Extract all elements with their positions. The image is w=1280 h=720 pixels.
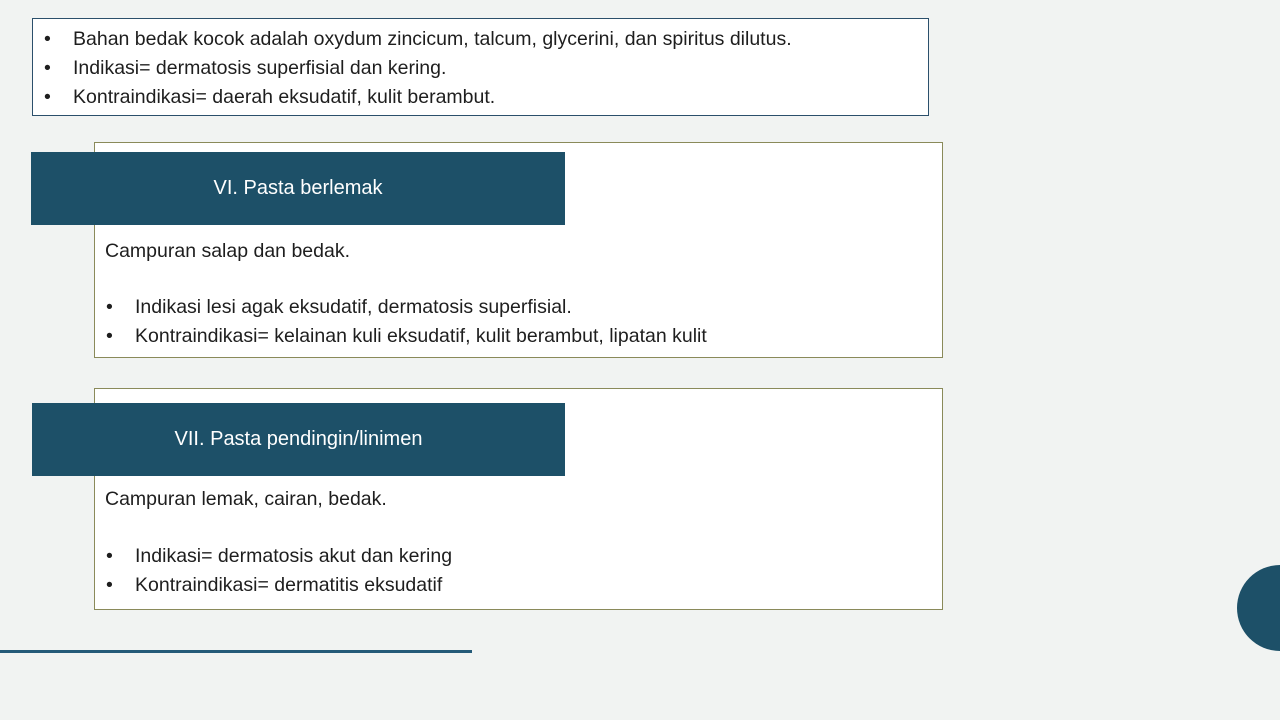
pasta-berlemak-list xyxy=(105,293,707,351)
list-item: • Kontraindikasi= kelainan kuli eksudatif, kulit berambut, lipatan kulit xyxy=(105,322,707,351)
pasta-pendingin-heading: VII. Pasta pendingin/linimen xyxy=(32,403,565,476)
pasta-pendingin-list xyxy=(105,542,452,600)
list-item: • Indikasi lesi agak eksudatif, dermatosis superfisial. xyxy=(105,293,707,322)
pasta-pendingin-description: Campuran lemak, cairan, bedak. xyxy=(105,488,387,510)
decorative-circle xyxy=(1237,565,1280,651)
decorative-rule xyxy=(0,650,472,653)
pasta-berlemak-description: Campuran salap dan bedak. xyxy=(105,240,350,262)
list-item: • Kontraindikasi= daerah eksudatif, kulit berambut. xyxy=(43,83,918,112)
list-item: • Indikasi= dermatosis superfisial dan kering. xyxy=(43,54,918,83)
bedak-kocok-list xyxy=(43,25,918,112)
list-item: • Bahan bedak kocok adalah oxydum zincicum, talcum, glycerini, dan spiritus dilutus. xyxy=(43,25,918,54)
bedak-kocok-notes-box xyxy=(32,18,929,116)
list-item: • Indikasi= dermatosis akut dan kering xyxy=(105,542,452,571)
pasta-berlemak-heading: VI. Pasta berlemak xyxy=(31,152,565,225)
list-item: • Kontraindikasi= dermatitis eksudatif xyxy=(105,571,452,600)
